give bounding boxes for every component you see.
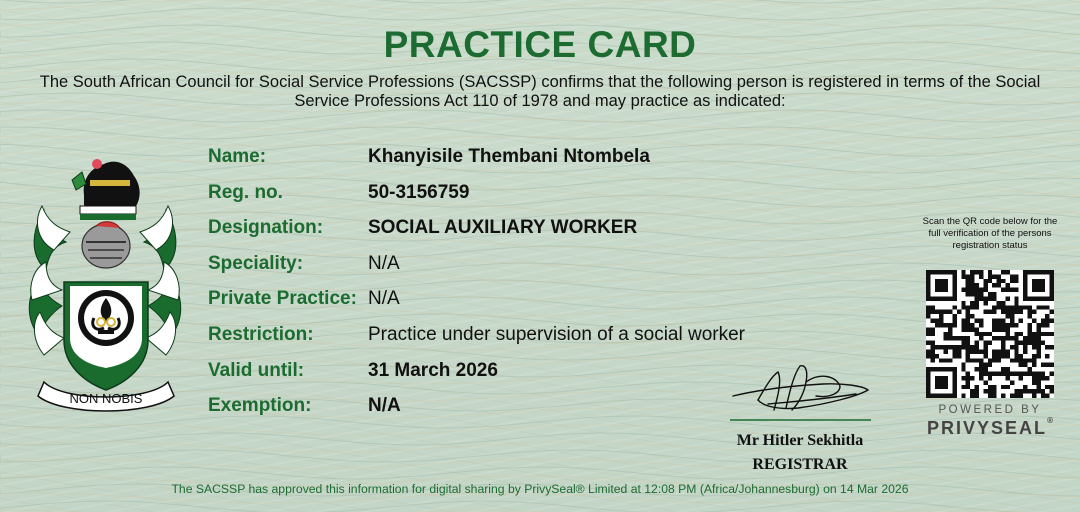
- registrar-signature: [728, 360, 873, 422]
- exemption-label: Exemption:: [208, 395, 312, 417]
- name-value: Khanyisile Thembani Ntombela: [368, 146, 650, 167]
- restriction-label: Restriction:: [208, 323, 314, 345]
- privyseal-brand-text: PRIVYSEAL: [927, 418, 1048, 438]
- exemption-value: N/A: [368, 395, 401, 417]
- card-title: PRACTICE CARD: [383, 24, 697, 65]
- registrar-name: Mr Hitler Sekhitla: [736, 432, 864, 449]
- private-practice-value: N/A: [368, 288, 400, 310]
- coat-of-arms-logo: [24, 150, 186, 412]
- powered-by-label: POWERED BY: [938, 404, 1042, 416]
- name-label: Name:: [208, 146, 267, 167]
- intro-text: The South African Council for Social Service Professions (SACSSP) confirms that the following person is registered in terms of the Social Service Professions Act 110 of 1978 and may practice as indicated:: [39, 73, 1041, 110]
- restriction-value: Practice under supervision of a social worker: [368, 323, 746, 345]
- sharing-disclaimer: The SACSSP has approved this information for digital sharing by PrivySeal® Limited at 12:08 PM (Africa/Johannesburg) on 14 Mar 2026: [171, 482, 909, 496]
- reg-no-label: Reg. no.: [208, 181, 283, 203]
- private-practice-label: Private Practice:: [208, 288, 357, 310]
- designation-value: SOCIAL AUXILIARY WORKER: [368, 217, 638, 239]
- speciality-value: N/A: [368, 252, 400, 274]
- motto-text: NON NOBIS: [69, 391, 143, 406]
- speciality-label: Speciality:: [208, 252, 304, 274]
- valid-until-label: Valid until:: [208, 359, 305, 381]
- registered-mark: ®: [1047, 416, 1053, 425]
- reg-no-value: 50-3156759: [368, 181, 470, 203]
- designation-label: Designation:: [208, 217, 324, 239]
- privyseal-logo: [918, 418, 1062, 439]
- valid-until-value: 31 March 2026: [368, 359, 498, 381]
- verification-qr-code[interactable]: [926, 270, 1054, 398]
- qr-scan-instructions: Scan the QR code below for the full verification of the persons registration status: [922, 216, 1058, 251]
- registrar-title: REGISTRAR: [752, 456, 848, 473]
